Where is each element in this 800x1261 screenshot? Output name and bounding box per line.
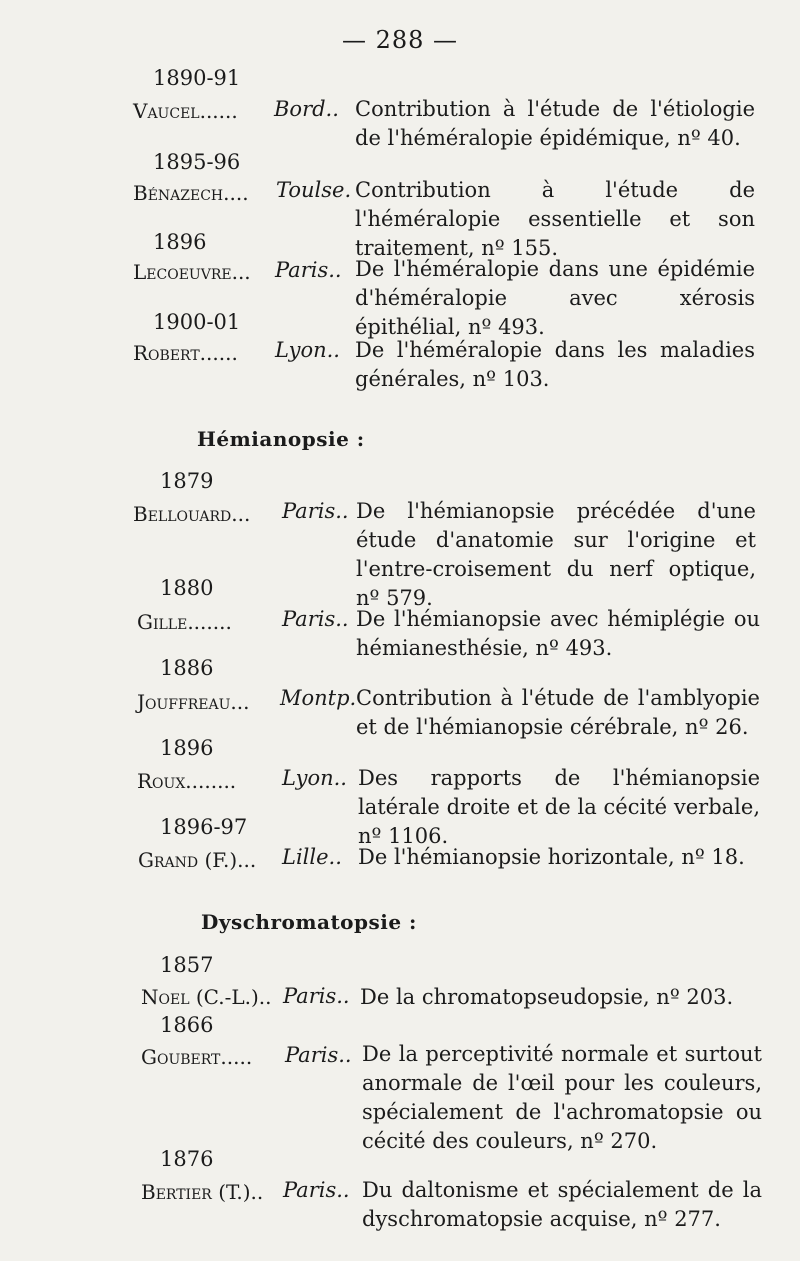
entry-title: Des rapports de l'hémianopsie latérale droite et de la cécité verbale, nº 1106.: [358, 766, 760, 848]
entry-year: 1866: [160, 1013, 214, 1037]
entry-title: De la perceptivité normale et surtout anormale de l'œil pour les couleurs, spécialement de l'achromatopsie ou cécité des couleurs, nº 270.: [362, 1042, 762, 1153]
entry-author: Lecoeuvre...: [133, 260, 251, 284]
entry-year: 1896-97: [160, 815, 248, 839]
entry-title: De l'héméralopie dans une épidémie d'héméralopie avec xérosis épithélial, nº 493.: [355, 257, 755, 339]
entry-author: Goubert.....: [141, 1045, 253, 1069]
entry-city: Lille..: [282, 845, 342, 869]
entry-city: Toulse.: [276, 178, 352, 202]
entry-title: De l'hémianopsie avec hémiplégie ou hémianesthésie, nº 493.: [356, 607, 760, 660]
entry-year: 1896: [160, 736, 214, 760]
entry-city: Paris..: [282, 499, 349, 523]
entry-year: 1876: [160, 1147, 214, 1171]
entry-title: Du daltonisme et spécialement de la dyschromatopsie acquise, nº 277.: [362, 1178, 762, 1231]
entry-title: De la chromatopseudopsie, nº 203.: [360, 985, 734, 1009]
entry-city: Paris..: [283, 984, 350, 1008]
entry-author: Roux........: [137, 769, 237, 793]
entry-author: Vaucel......: [133, 99, 238, 123]
section-heading: Hémianopsie :: [197, 427, 365, 451]
entry-title: De l'héméralopie dans les maladies générales, nº 103.: [355, 338, 755, 391]
entry-author: Bénazech....: [133, 181, 249, 205]
entry-author: Bellouard...: [133, 502, 251, 526]
entry-author: Bertier (T.)..: [141, 1180, 264, 1204]
page-number: — 288 —: [341, 26, 459, 54]
entry-author: Robert......: [133, 341, 238, 365]
entry-year: 1880: [160, 576, 214, 600]
entry-city: Paris..: [282, 607, 349, 631]
entry-city: Montp.: [280, 686, 357, 710]
entry-year: 1879: [160, 469, 214, 493]
entry-title: Contribution à l'étude de l'étiologie de l'héméralopie épidémique, nº 40.: [355, 97, 755, 150]
entry-year: 1890-91: [153, 66, 241, 90]
entry-year: 1900-01: [153, 310, 241, 334]
entry-year: 1896: [153, 230, 207, 254]
entry-year: 1895-96: [153, 150, 241, 174]
entry-year: 1886: [160, 656, 214, 680]
entry-title: De l'hémianopsie précédée d'une étude d'anatomie sur l'origine et l'entre-croisement du nerf optique, nº 579.: [356, 499, 756, 610]
entry-city: Paris..: [275, 258, 342, 282]
section-heading: Dyschromatopsie :: [201, 910, 417, 934]
entry-author: Jouffreau...: [137, 690, 250, 714]
entry-city: Paris..: [285, 1043, 352, 1067]
entry-year: 1857: [160, 953, 214, 977]
entry-city: Paris..: [283, 1178, 350, 1202]
entry-title: Contribution à l'étude de l'amblyopie et de l'hémianopsie cérébrale, nº 26.: [356, 686, 760, 739]
entry-city: Lyon..: [275, 338, 340, 362]
entry-author: Grand (F.)...: [138, 848, 257, 872]
entry-author: Noel (C.-L.)..: [141, 985, 272, 1009]
entry-title: Contribution à l'étude de l'héméralopie essentielle et son traitement, nº 155.: [355, 178, 755, 260]
entry-city: Bord..: [274, 97, 339, 121]
entry-title: De l'hémianopsie horizontale, nº 18.: [358, 845, 745, 869]
entry-city: Lyon..: [282, 766, 347, 790]
entry-author: Gille.......: [137, 610, 232, 634]
